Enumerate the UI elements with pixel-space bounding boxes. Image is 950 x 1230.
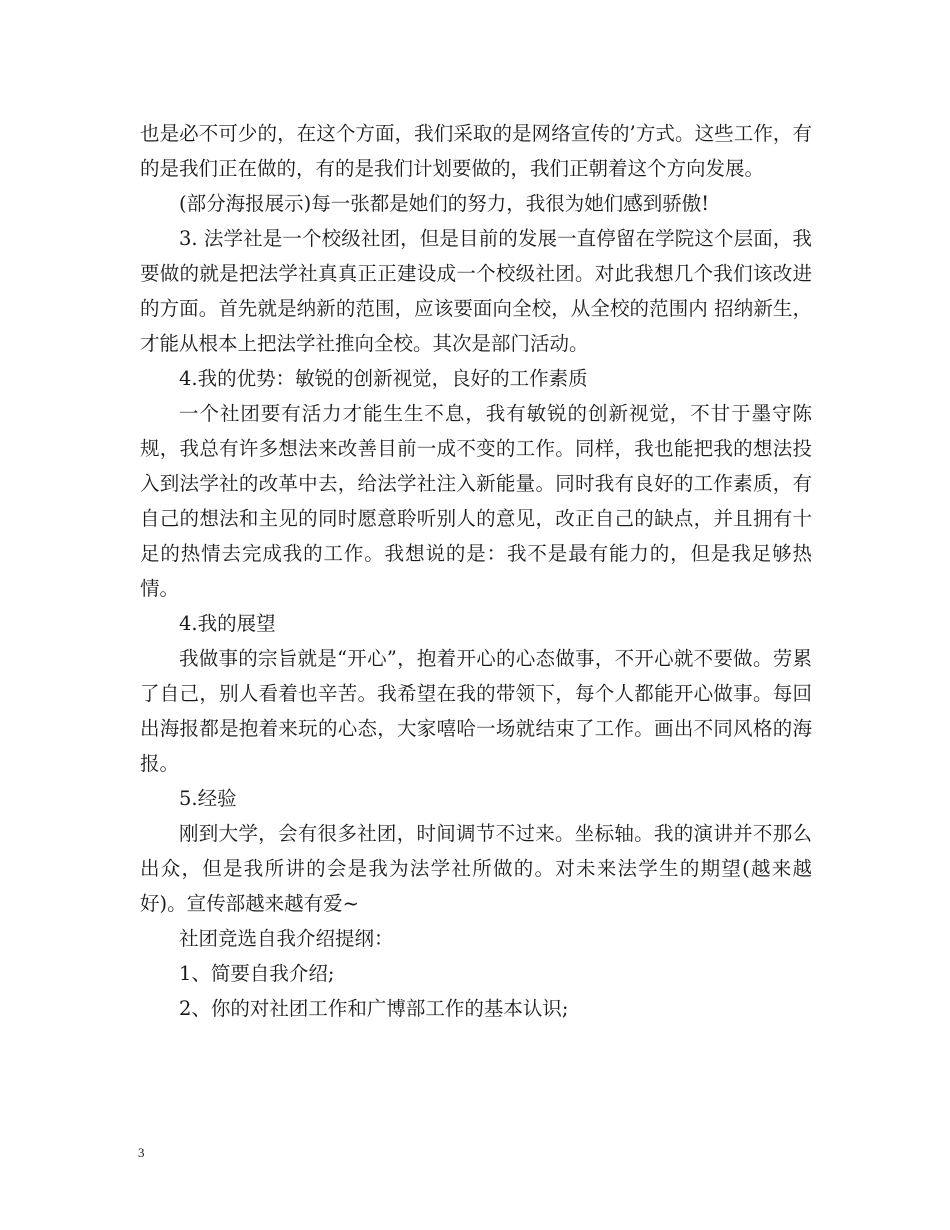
heading-experience: 5.经验	[179, 787, 237, 810]
paragraph-outlook: 我做事的宗旨就是“开心”，抱着开心的心态做事，不开心就不要做。劳累了自己，别人看着也辛苦。我希望在我的带领下，每个人都能开心做事。每回出海报都是抱着来玩的心态，大家嘻哈一场就结束了工作。画出不同风格的海报。	[140, 647, 812, 775]
paragraph-experience: 刚到大学，会有很多社团，时间调节不过来。坐标轴。我的演讲并不那么出众，但是我所讲的会是我为法学社所做的。对未来法学生的期望(越来越好)。宣传部越来越有爱~	[140, 822, 812, 915]
outline-item-1: 1、简要自我介绍;	[179, 962, 335, 985]
page-number: 3	[138, 1145, 145, 1160]
paragraph-poster-display: (部分海报展示)每一张都是她们的努力，我很为她们感到骄傲!	[179, 192, 710, 215]
paragraph-point-3: 3. 法学社是一个校级社团，但是目前的发展一直停留在学院这个层面，我要做的就是把法学社真真正正建设成一个校级社团。对此我想几个我们该改进的方面。首先就是纳新的范围，应该要面向全校，从全校的范围内 招纳新生，才能从根本上把法学社推向全校。其次是部门活动。	[140, 227, 812, 355]
paragraph-continuation: 也是必不可少的，在这个方面，我们采取的是网络宣传的’方式。这些工作，有的是我们正在做的，有的是我们计划要做的，我们正朝着这个方向发展。	[140, 122, 812, 180]
heading-my-outlook: 4.我的展望	[179, 612, 276, 635]
outline-item-2: 2、你的对社团工作和广博部工作的基本认识;	[179, 997, 569, 1020]
heading-outline: 社团竞选自我介绍提纲：	[179, 927, 394, 950]
paragraph-advantages: 一个社团要有活力才能生生不息，我有敏锐的创新视觉，不甘于墨守陈规，我总有许多想法来改善目前一成不变的工作。同样，我也能把我的想法投入到法学社的改革中去，给法学社注入新能量。同时我有良好的工作素质，有自己的想法和主见的同时愿意聆听别人的意见，改正自己的缺点，并且拥有十足的热情去完成我的工作。我想说的是：我不是最有能力的，但是我足够热情。	[140, 402, 812, 600]
document-body	[140, 116, 812, 1026]
heading-my-advantages: 4.我的优势：敏锐的创新视觉，良好的工作素质	[179, 367, 588, 390]
